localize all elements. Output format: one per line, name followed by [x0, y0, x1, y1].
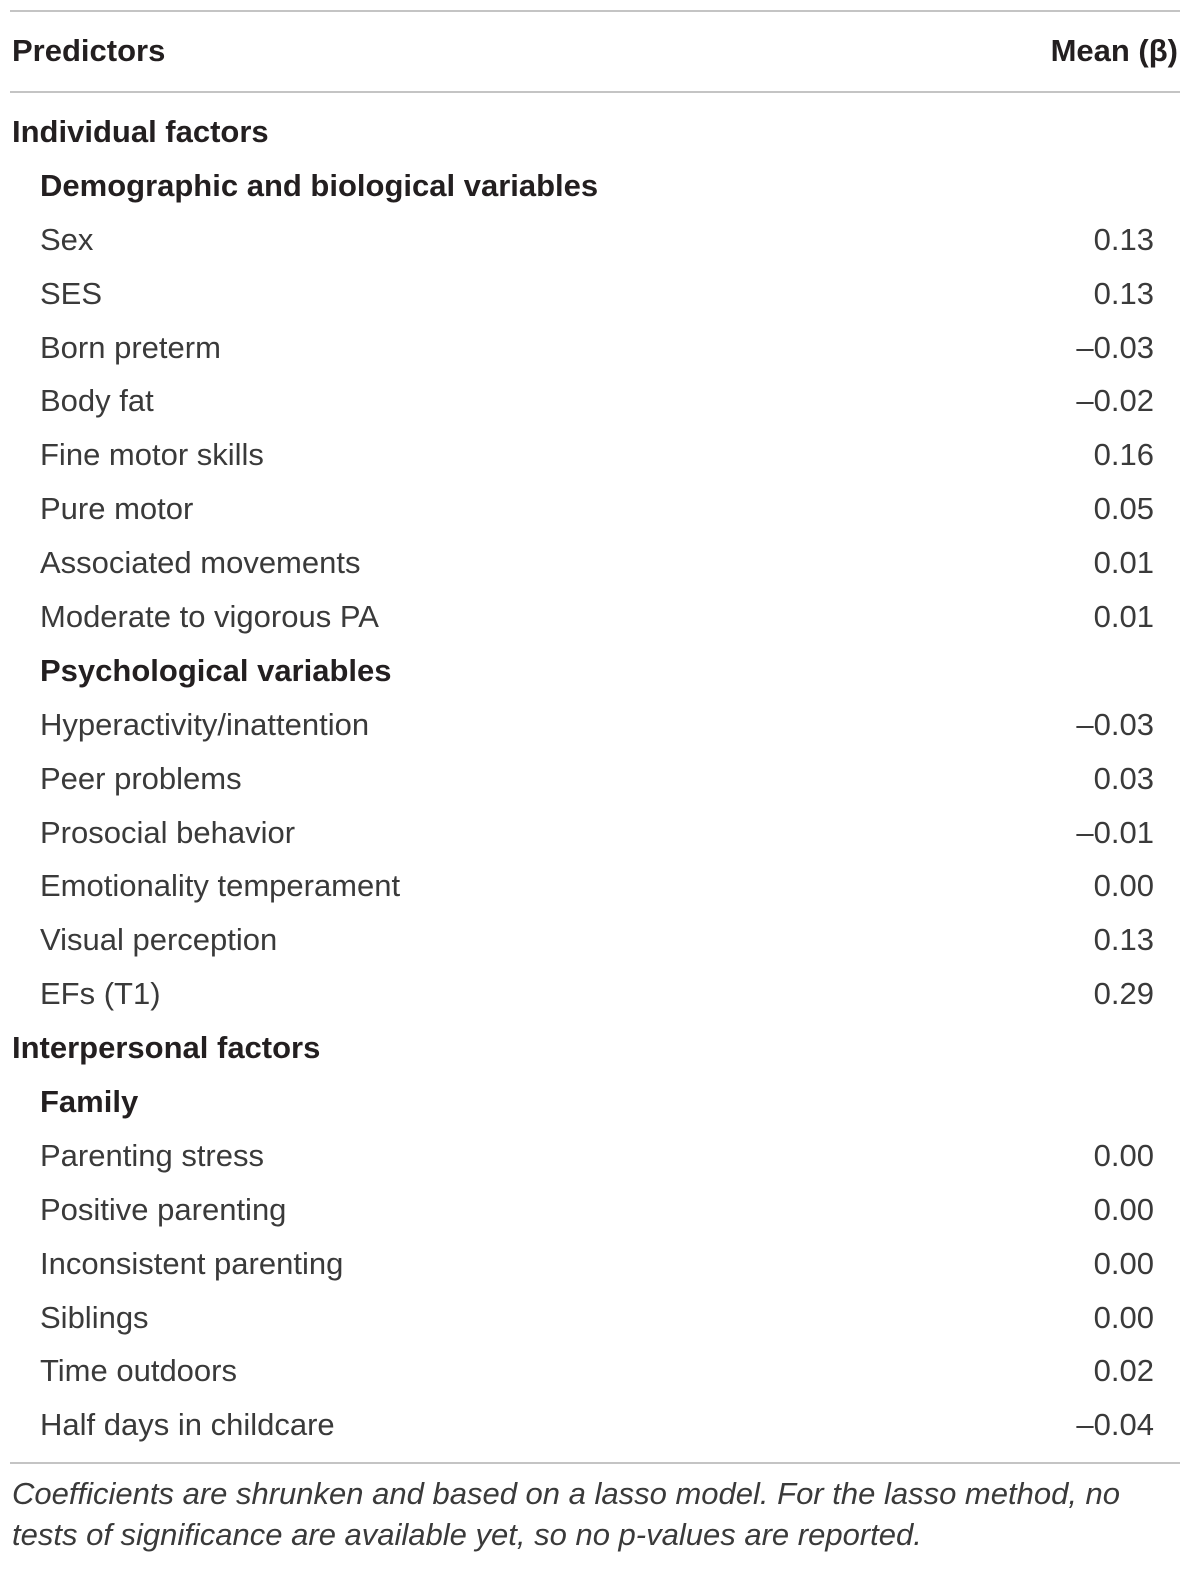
table-footnote: Coefficients are shrunken and based on a lasso model. For the lasso method, no tests of significance are available yet, so no p-values are reported.	[12, 1476, 1121, 1552]
row-label: Fine motor skills	[40, 437, 264, 473]
table-row	[0, 1344, 1200, 1398]
table-row	[0, 1291, 1200, 1345]
row-label: Sex	[40, 221, 94, 257]
row-value: –0.01	[1076, 814, 1154, 850]
column-header-mean: Mean (β)	[1050, 33, 1178, 68]
subgroup-row	[0, 159, 1200, 213]
table-row	[0, 698, 1200, 752]
row-label: Positive parenting	[40, 1191, 287, 1227]
row-label: Moderate to vigorous PA	[40, 599, 379, 635]
row-label: Born preterm	[40, 329, 221, 365]
row-label: Siblings	[40, 1299, 149, 1335]
row-value: 0.01	[1093, 599, 1154, 635]
row-value: –0.04	[1076, 1407, 1154, 1443]
row-value: 0.02	[1093, 1353, 1154, 1389]
row-label: Inconsistent parenting	[40, 1245, 344, 1281]
table-row	[0, 321, 1200, 375]
row-label: Parenting stress	[40, 1137, 264, 1173]
row-label: Family	[40, 1084, 139, 1120]
row-label: Pure motor	[40, 491, 194, 527]
table-row	[0, 967, 1200, 1021]
bottom-rule	[10, 1462, 1180, 1464]
row-label: Psychological variables	[40, 652, 392, 688]
table-row	[0, 590, 1200, 644]
column-header-predictors: Predictors	[12, 33, 166, 68]
subgroup-row	[0, 1075, 1200, 1129]
row-value: 0.13	[1093, 922, 1154, 958]
table-row	[0, 482, 1200, 536]
row-value: –0.03	[1076, 329, 1154, 365]
row-value: 0.05	[1093, 491, 1154, 527]
row-value: 0.13	[1093, 221, 1154, 257]
row-label: Peer problems	[40, 760, 242, 796]
row-label: Time outdoors	[40, 1353, 237, 1389]
table-row	[0, 859, 1200, 913]
table-row	[0, 536, 1200, 590]
table-row	[0, 428, 1200, 482]
row-value: 0.00	[1093, 1191, 1154, 1227]
table-row	[0, 213, 1200, 267]
table-body	[0, 105, 1200, 1452]
row-value: 0.00	[1093, 1245, 1154, 1281]
table-row	[0, 1183, 1200, 1237]
row-label: Hyperactivity/inattention	[40, 706, 370, 742]
row-label: Demographic and biological variables	[40, 167, 599, 203]
header-rule	[10, 91, 1180, 93]
row-value: 0.00	[1093, 1137, 1154, 1173]
table-row	[0, 752, 1200, 806]
row-label: EFs (T1)	[40, 976, 161, 1012]
group-row	[0, 105, 1200, 159]
row-value: 0.13	[1093, 275, 1154, 311]
row-value: –0.03	[1076, 706, 1154, 742]
row-label: Emotionality temperament	[40, 868, 401, 904]
row-label: Visual perception	[40, 922, 278, 958]
table-row	[0, 1129, 1200, 1183]
row-label: Half days in childcare	[40, 1407, 335, 1443]
row-value: 0.29	[1093, 976, 1154, 1012]
row-value: 0.00	[1093, 868, 1154, 904]
row-label: Interpersonal factors	[12, 1030, 321, 1066]
row-value: 0.01	[1093, 545, 1154, 581]
top-rule	[10, 10, 1180, 12]
row-value: –0.02	[1076, 383, 1154, 419]
row-label: Individual factors	[12, 114, 269, 149]
row-label: SES	[40, 275, 103, 311]
row-value: 0.03	[1093, 760, 1154, 796]
subgroup-row	[0, 644, 1200, 698]
table-row	[0, 374, 1200, 428]
group-row	[0, 1021, 1200, 1075]
table-row	[0, 1398, 1200, 1452]
table-row	[0, 1237, 1200, 1291]
row-label: Associated movements	[40, 545, 361, 581]
row-label: Prosocial behavior	[40, 814, 296, 850]
row-value: 0.00	[1093, 1299, 1154, 1335]
row-value: 0.16	[1093, 437, 1154, 473]
table-row	[0, 267, 1200, 321]
row-label: Body fat	[40, 383, 154, 419]
table-row	[0, 806, 1200, 860]
table-row	[0, 913, 1200, 967]
